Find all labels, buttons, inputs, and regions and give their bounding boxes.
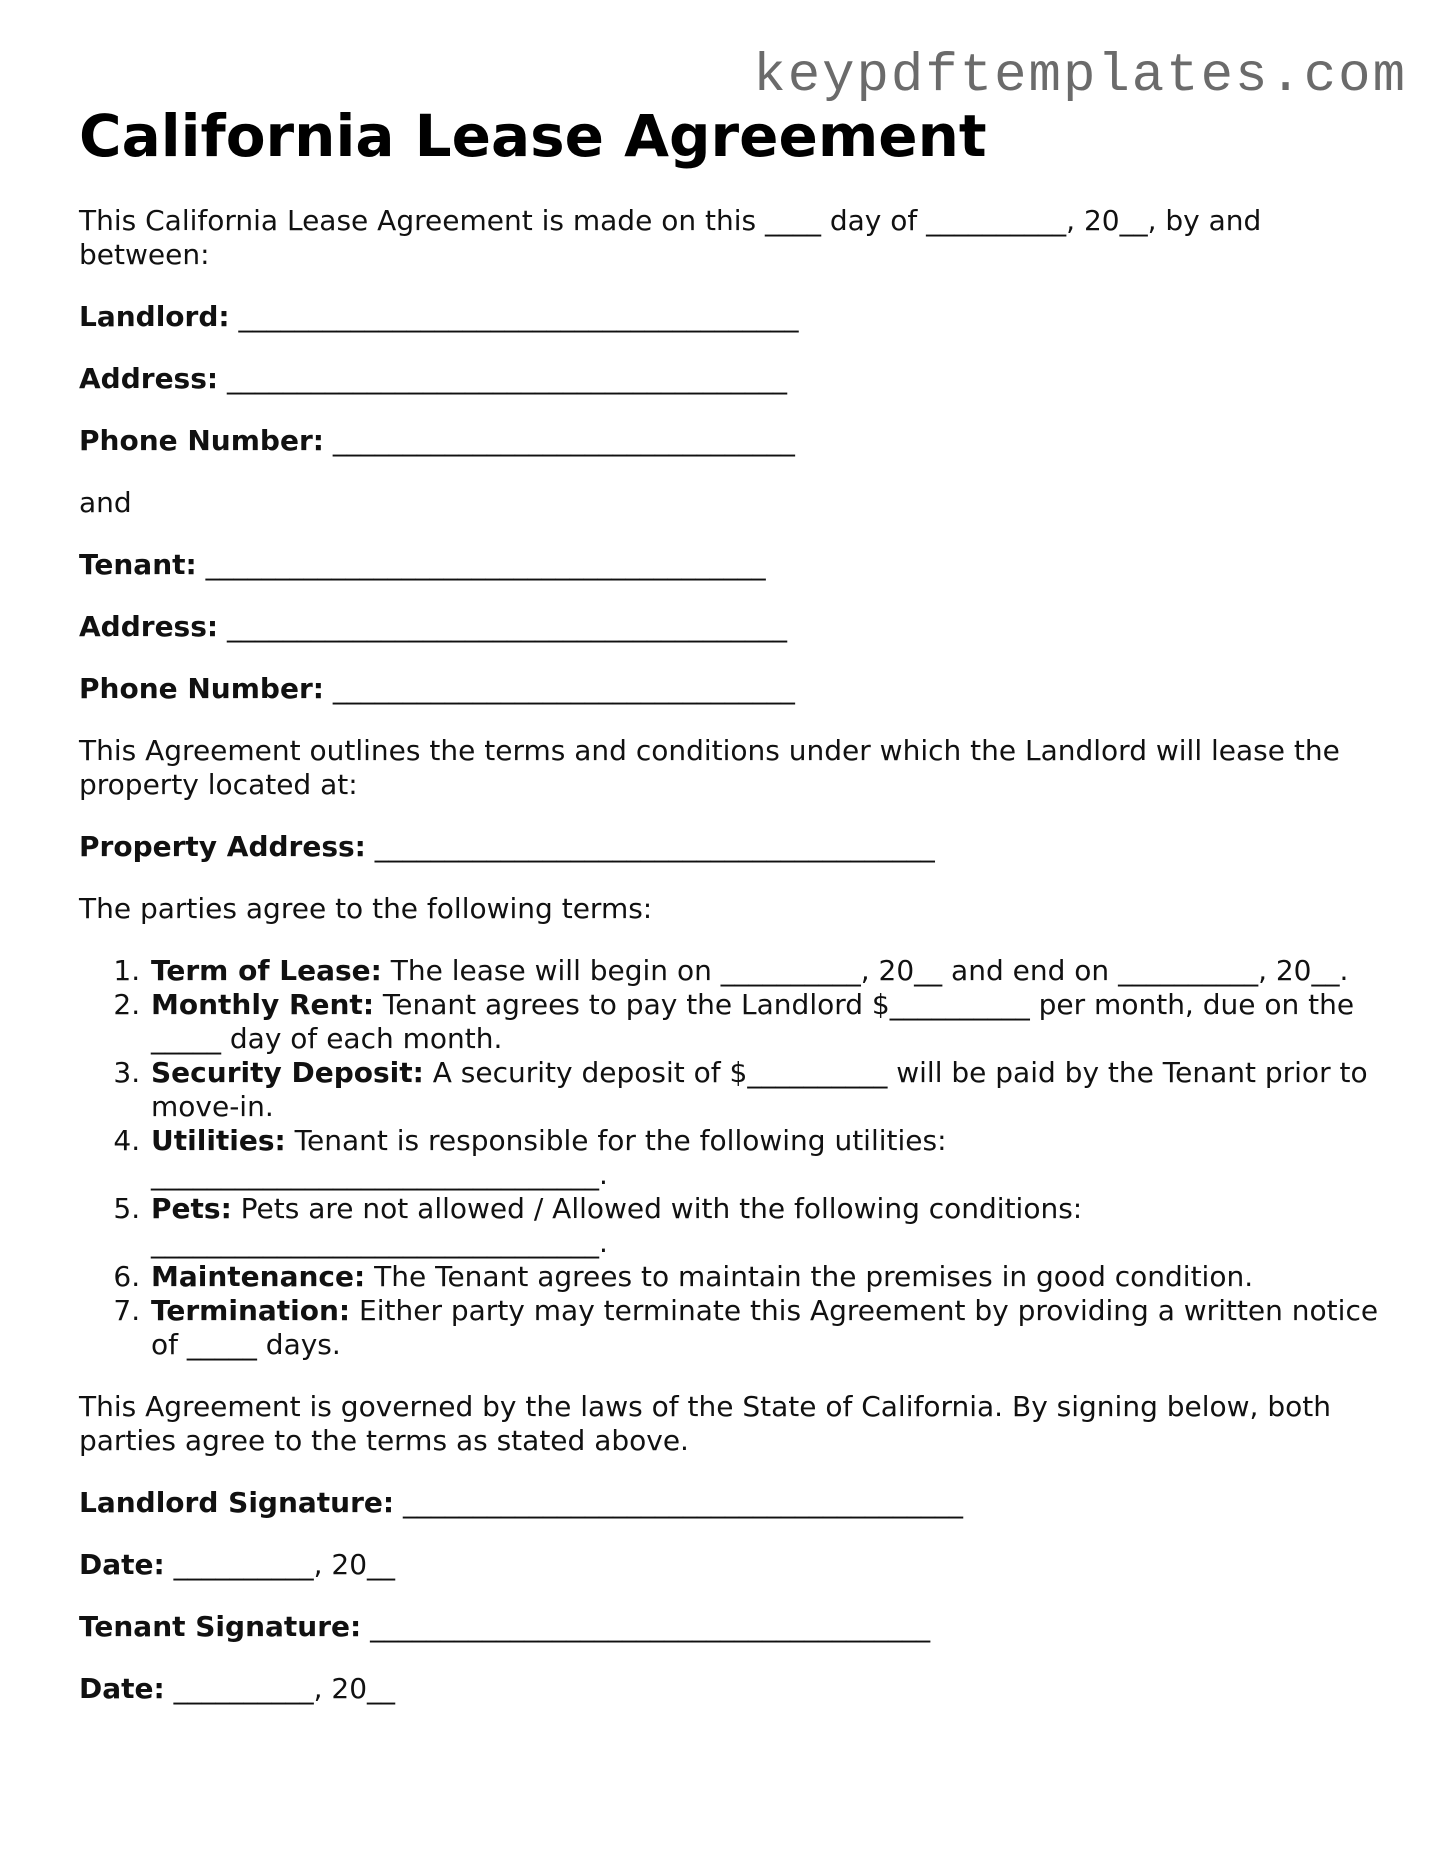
term-text: Tenant agrees to pay the Landlord $__________ per month, due on the _____ day of each month. [151,988,1355,1055]
outline-paragraph: This Agreement outlines the terms and conditions under which the Landlord will lease the property located at: [79,734,1340,801]
term-text: Pets are not allowed / Allowed with the following conditions: ________________________________. [151,1192,1083,1259]
tenant-address-field [79,610,1379,644]
landlord-signature-field [79,1486,1379,1520]
tenant-name-label: Tenant: [79,548,197,581]
landlord-signature-blank[interactable]: ________________________________________ [394,1486,964,1519]
landlord-signature-label: Landlord Signature: [79,1486,395,1519]
terms-list [79,954,1379,1362]
document-title: California Lease Agreement [79,102,987,170]
term-item-rent [149,988,1379,1056]
tenant-address-label: Address: [79,610,219,643]
landlord-date-blank[interactable]: __________, 20__ [164,1548,396,1581]
tenant-address-blank[interactable]: ________________________________________ [218,610,787,643]
landlord-phone-field [79,424,1379,458]
term-text: The lease will begin on __________, 20__ and end on __________, 20__. [381,954,1349,987]
tenant-date-blank[interactable]: __________, 20__ [164,1672,396,1705]
term-label: Term of Lease: [151,954,382,987]
property-address-label: Property Address: [79,830,366,863]
term-label: Maintenance: [151,1260,366,1293]
landlord-phone-label: Phone Number: [79,424,324,457]
and-text: and [79,486,132,519]
closing-paragraph: This Agreement is governed by the laws of the State of California. By signing below, both parties agree to the terms as stated above. [79,1390,1331,1457]
term-label: Termination: [151,1294,351,1327]
intro-paragraph: This California Lease Agreement is made on this ____ day of __________, 20__, by and between: [79,204,1262,271]
term-item-deposit [149,1056,1379,1124]
lease-document [79,100,1379,1706]
landlord-name-blank[interactable]: ________________________________________ [229,300,799,333]
tenant-phone-blank[interactable]: _________________________________ [323,672,795,705]
term-text: Either party may terminate this Agreement by providing a written notice of _____ days. [151,1294,1379,1361]
term-label: Monthly Rent: [151,988,375,1021]
term-label: Utilities: [151,1124,286,1157]
term-label: Security Deposit: [151,1056,424,1089]
tenant-phone-label: Phone Number: [79,672,324,705]
tenant-signature-field [79,1610,1379,1644]
property-address-blank[interactable]: ________________________________________ [365,830,935,863]
landlord-address-label: Address: [79,362,219,395]
property-address-field [79,830,1379,864]
landlord-address-field [79,362,1379,396]
term-text: The Tenant agrees to maintain the premises in good condition. [365,1260,1254,1293]
terms-intro: The parties agree to the following terms: [79,892,653,925]
tenant-name-field [79,548,1379,582]
term-item-maintenance [149,1260,1379,1294]
term-item-pets [149,1192,1379,1260]
landlord-date-label: Date: [79,1548,165,1581]
tenant-date-label: Date: [79,1672,165,1705]
term-text: Tenant is responsible for the following utilities: ________________________________. [151,1124,947,1191]
landlord-name-label: Landlord: [79,300,230,333]
term-text: A security deposit of $__________ will be paid by the Tenant prior to move-in. [151,1056,1368,1123]
tenant-phone-field [79,672,1379,706]
term-item-termination [149,1294,1379,1362]
landlord-phone-blank[interactable]: _________________________________ [323,424,795,457]
landlord-address-blank[interactable]: ________________________________________ [218,362,787,395]
watermark: keypdftemplates.com [753,46,1407,107]
term-label: Pets: [151,1192,232,1225]
tenant-name-blank[interactable]: ________________________________________ [196,548,766,581]
term-item-utilities [149,1124,1379,1192]
tenant-signature-blank[interactable]: ________________________________________ [361,1610,931,1643]
landlord-date-field [79,1548,1379,1582]
tenant-date-field [79,1672,1379,1706]
tenant-signature-label: Tenant Signature: [79,1610,362,1643]
landlord-name-field [79,300,1379,334]
term-item-lease [149,954,1379,988]
